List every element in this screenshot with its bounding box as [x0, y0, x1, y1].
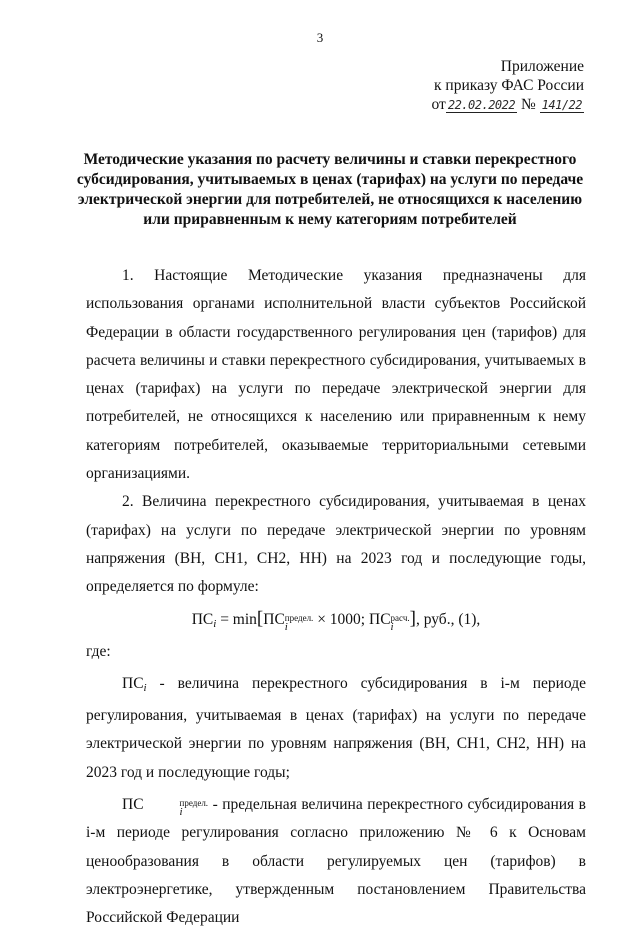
annex-block — [432, 57, 584, 115]
document-body — [86, 262, 586, 933]
definition-2-symbol: ПС предел. i — [122, 796, 209, 819]
definition-1-symbol: $ПС_i$ — [122, 674, 147, 694]
formula-close-bracket: ] — [409, 607, 416, 629]
page-number: 3 — [316, 30, 324, 45]
formula-open-bracket: [ — [256, 607, 264, 629]
definition-1 — [86, 670, 586, 787]
annex-line-3 — [432, 95, 584, 115]
formula-eq-min: = min — [216, 610, 257, 628]
formula-1 — [86, 604, 586, 634]
formula-times: × 1000; — [313, 610, 369, 628]
formula-tail: , руб., (1), — [415, 610, 481, 628]
document-title: Методические указания по расчету величины и ставки перекрестного субсидирования, учитываемых в ценах (тарифах) на услуги по передаче электрической энергии для потребителей, не относящихся к населению или приравненным к нему категориям потребителей — [76, 151, 584, 228]
annex-date: 22.02.2022 — [447, 98, 516, 112]
annex-prefix-ot: от — [431, 96, 446, 113]
annex-number: 141/22 — [541, 98, 582, 112]
paragraph-2: 2. Величина перекрестного субсидирования, учитываемая в ценах (тарифах) на услуги по передаче электрической энергии по уровням напряжения (ВН, СН1, СН2, НН) на 2023 год и последующие годы, определяется по формуле: — [86, 493, 586, 596]
annex-number-sign: № — [520, 96, 536, 113]
annex-line-2: к приказу ФАС России — [434, 77, 584, 94]
formula-term-calc: ПС расч. i — [369, 610, 410, 633]
formula-lhs: $ПС_i$ — [191, 610, 217, 630]
definition-2 — [86, 791, 586, 932]
paragraph-1: 1. Настоящие Методические указания предназначены для использования органами исполнительной власти субъектов Российской Федерации в области государственного регулирования цен (тарифов) для расчета величины и ставки перекрестного субсидирования, учитываемых в ценах (тарифах) на услуги по передаче электрической энергии для потребителей, не относящихся к населению или приравненным к нему категориям потребителей, оказываемые территориальными сетевыми организациями. — [86, 267, 586, 483]
annex-line-1: Приложение — [500, 58, 584, 75]
where-label: где: — [86, 642, 111, 660]
definition-2-text: - предельная величина перекрестного субсидирования в i-м периоде регулирования согласно приложению № 6 к Основам ценообразования в области регулируемых цен (тарифов) в электроэнергетике, утвержденным постановлением Правительства Российской Федерации — [86, 796, 586, 927]
formula-term-limit: ПС предел. i — [263, 610, 314, 633]
definition-1-text: - величина перекрестного субсидирования в i-м периоде регулирования, учитываемая в ценах (тарифах) на услуги по передаче электрической энергии по уровням напряжения (ВН, СН1, СН2, НН) на 2023 год и последующие годы; — [86, 674, 586, 781]
